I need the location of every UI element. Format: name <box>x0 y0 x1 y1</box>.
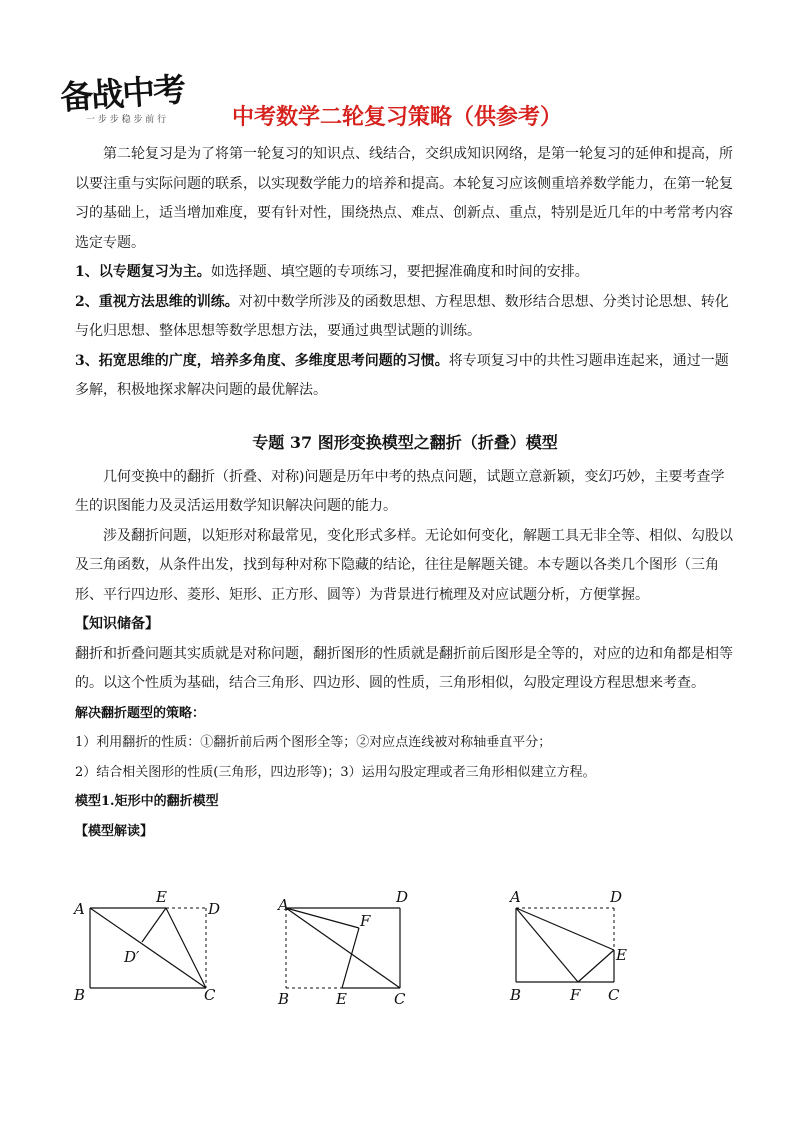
point-1 <box>75 258 735 288</box>
fig1-label-Dprime: D′ <box>124 948 140 966</box>
fig2-label-A: A <box>278 896 289 914</box>
fig3-label-A: A <box>510 888 521 906</box>
fig3-label-E: E <box>616 946 627 964</box>
intro-paragraph: 第二轮复习是为了将第一轮复习的知识点、线结合，交织成知识网络，是第一轮复习的延伸和提高，所以要注重与实际问题的联系，以实现数学能力的培养和提高。本轮复习应该侧重培养数学能力，在第一轮复习的基础上，适当增加难度，要有针对性，围绕热点、难点、创新点、重点，特别是近几年的中考常考内容选定专题。 <box>75 146 733 251</box>
logo-text: 备战中考 <box>58 69 186 118</box>
point-1-text: 如选择题、填空题的专项练习，要把握准确度和时间的安排。 <box>210 264 589 280</box>
point-2-bold: 2、重视方法思维的训练。 <box>75 293 239 310</box>
fig2-label-C: C <box>394 990 406 1008</box>
logo-subtitle: 一 步 步 稳 步 前 行 <box>86 115 167 125</box>
document-body <box>75 140 735 846</box>
strategy-heading: 解决翻折题型的策略： <box>75 705 206 721</box>
point-1-bold: 1、以专题复习为主。 <box>75 264 211 280</box>
fig3-label-F: F <box>570 986 581 1004</box>
point-3-bold: 3、拓宽思维的广度，培养多角度、多维度思考问题的习惯。 <box>75 352 449 369</box>
fig2-label-F: F <box>360 912 371 930</box>
paragraph-1: 几何变换中的翻折（折叠、对称)问题是历年中考的热点问题，试题立意新颖，变幻巧妙，主要考查学生的识图能力及灵活运用数学知识解决问题的能力。 <box>75 468 725 514</box>
knowledge-heading: 【知识储备】 <box>75 616 159 632</box>
model-heading: 模型1.矩形中的翻折模型 <box>75 794 219 809</box>
model-reading: 【模型解读】 <box>75 823 154 839</box>
point-3-text: 将专项复习中的共性习题串连起来，通过一题多解，积极地探求解决问题的最优解法。 <box>75 352 729 398</box>
fig1-label-B: B <box>74 986 86 1004</box>
paragraph-2: 涉及翻折问题，以矩形对称最常见，变化形式多样。无论如何变化，解题工具无非全等、相似、勾股以及三角函数，从条件出发，找到每种对称下隐藏的结论，往往是解题关键。本专题以各类几个图形（三角形、平行四边形、菱形、矩形、正方形、圆等）为背景进行梳理及对应试题分析，方便掌握。 <box>75 527 733 603</box>
figure-1 <box>72 888 220 1004</box>
strategy-2: 2）结合相关图形的性质(三角形，四边形等)；3）运用勾股定理或者三角形相似建立方程。 <box>75 764 596 780</box>
fig3-label-C: C <box>608 986 620 1004</box>
fig1-label-D: D <box>208 900 221 918</box>
knowledge-text: 翻折和折叠问题其实质就是对称问题，翻折图形的性质就是翻折前后图形是全等的，对应的边和角都是相等的。以这个性质为基础，结合三角形、四边形、圆的性质，三角形相似，勾股定理设方程思想来考查。 <box>75 645 733 691</box>
fig3-label-B: B <box>510 986 522 1004</box>
figure-3 <box>508 888 627 1004</box>
fig2-label-E: E <box>336 990 347 1008</box>
point-2 <box>75 288 735 347</box>
fig3-label-D: D <box>610 888 623 906</box>
fig2-label-B: B <box>278 990 290 1008</box>
figure-2 <box>276 888 408 1008</box>
page-title: 中考数学二轮复习策略（供参考） <box>231 105 562 130</box>
fig1-label-C: C <box>204 986 216 1004</box>
figures-svg <box>70 880 710 1010</box>
figures <box>70 880 710 1010</box>
point-2-text: 对初中数学所涉及的函数思想、方程思想、数形结合思想、分类讨论思想、转化与化归思想、整体思想等数学思想方法，要通过典型试题的训练。 <box>75 293 729 339</box>
strategy-1: 1）利用翻折的性质：①翻折前后两个图形全等；②对应点连线被对称轴垂直平分； <box>75 735 552 750</box>
point-3 <box>75 347 735 406</box>
fig1-label-E: E <box>156 888 167 906</box>
topic-title: 专题 37 图形变换模型之翻折（折叠）模型 <box>252 432 558 452</box>
fig2-label-D: D <box>396 888 409 906</box>
fig1-label-A: A <box>74 900 85 918</box>
